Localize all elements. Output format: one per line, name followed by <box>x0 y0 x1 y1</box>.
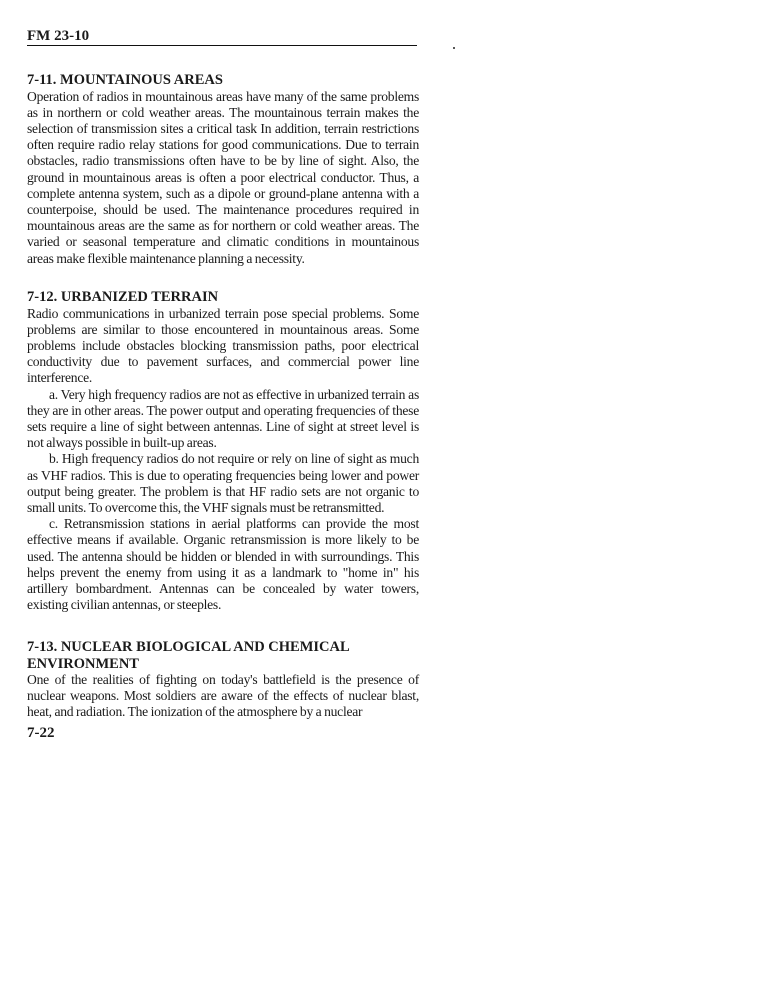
section-title: 7-11. MOUNTAINOUS AREAS <box>27 72 223 88</box>
section-nbc-environment <box>27 639 419 721</box>
paragraph: One of the realities of fighting on today's battlefield is the presence of nuclear weapons. Most soldiers are aware of the effects of nuclear blast, heat, and radiation. The ionization of the atmosphere by a nuclear <box>27 672 419 720</box>
paragraph-item-b: b. High frequency radios do not require or rely on line of sight as much as VHF radios. This is due to operating frequencies being lower and power output being greater. The problem is that HF radio sets are not organic to small units. To overcome this, the VHF signals must be retransmitted. <box>27 451 419 515</box>
paragraph-item-a: a. Very high frequency radios are not as effective in urbanized terrain as they are in other areas. The power output and operating frequencies of these sets require a line of sight between antennas. Line of sight at street level is not always possible in built-up areas. <box>27 386 419 451</box>
paragraph: Radio communications in urbanized terrain pose special problems. Some problems are similar to those encountered in mountainous areas. Some problems include obstacles blocking transmission paths, poor electrical conductivity due to pavement surfaces, and commercial power line interference. <box>27 305 419 386</box>
paragraph-item-c: c. Retransmission stations in aerial platforms can provide the most effective means if available. Organic retransmission is more likely to be used. The antenna should be hidden or blended in with surroundings. This helps prevent the enemy from using it as a landmark to "home in" his artillery bombardment. Antennas can be concealed by water towers, existing civilian antennas, or steeples. <box>27 516 419 613</box>
section-urbanized-terrain <box>27 289 419 613</box>
section-title: 7-12. URBANIZED TERRAIN <box>27 289 219 305</box>
stray-mark <box>453 47 455 49</box>
paragraph: Operation of radios in mountainous areas have many of the same problems as in northern or cold weather areas. The mountainous terrain makes the selection of transmission sites a critical task In addition, terrain restrictions often require radio relay stations for good communications. Due to terrain obstacles, radio transmissions often have to be by line of sight. Also, the ground in mountainous areas is often a poor electrical conductor. Thus, a complete antenna system, such as a dipole or ground-plane antenna with a counterpoise, should be used. The maintenance procedures required in mountainous areas are the same as for northern or cold weather areas. The varied or seasonal temperature and climatic conditions in mountainous areas make flexible maintenance planning a necessity. <box>27 88 419 266</box>
section-title: 7-13. NUCLEAR BIOLOGICAL AND CHEMICAL ENVIRONMENT <box>27 639 349 672</box>
page-number: 7-22 <box>27 725 55 741</box>
page-body <box>27 27 419 720</box>
running-header: FM 23-10 <box>27 27 417 46</box>
section-mountainous-areas <box>27 72 419 267</box>
